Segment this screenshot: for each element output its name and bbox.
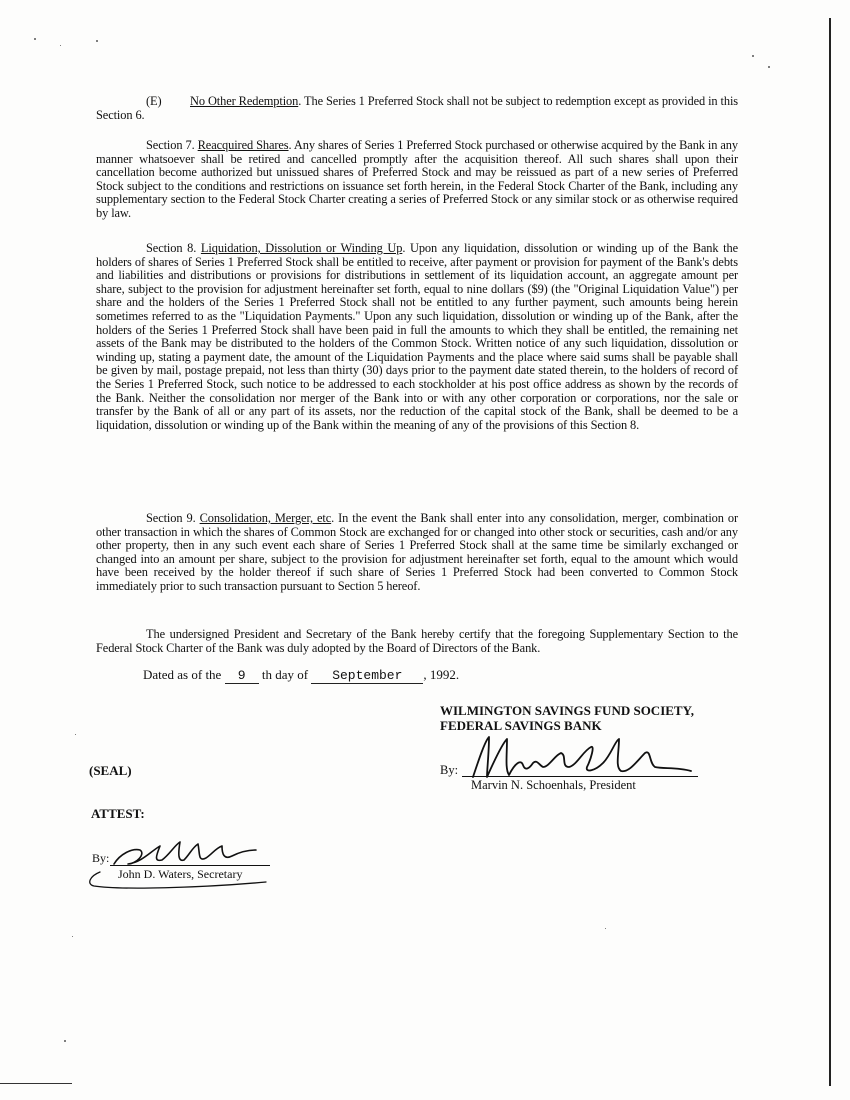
scan-speck: [34, 38, 36, 40]
scan-speck: [752, 55, 754, 57]
paragraph-title: Reacquired Shares: [197, 138, 289, 152]
president-by-label: By:: [440, 763, 459, 777]
paragraph-section-9: [96, 512, 738, 594]
paragraph-text: . The Series 1 Preferred Stock shall not be subject to redemption except as provided in this Section 6.: [96, 94, 739, 122]
scan-speck: [60, 45, 61, 46]
paragraph-section-8: [96, 242, 738, 432]
date-month-field: September: [311, 669, 423, 684]
scan-speck: [72, 936, 73, 937]
paragraph-text: . Upon any liquidation, dissolution or winding up of the Bank the holders of shares of Series 1 Preferred Stock shall be entitled to receive, after payment or provision for payment of the Bank's debts and liabilities and distributions or provisions for distributions in settlement of its liquidation account, an aggregate amount per share, subject to the provision for adjustment hereinafter set forth, equal to nine dollars ($9) (the "Original Liquidation Value") per share and the holders of the Series 1 Preferred Stock shall not be entitled to any further payment, such amounts being herein sometimes referred to as the "Liquidation Payments." Upon any such liquidation, dissolution or winding up of the Bank, after the holders of the Series 1 Preferred Stock shall have been paid in full the amounts to which they shall be entitled, the remaining net assets of the Bank may be distributed to the holders of the Common Stock. Written notice of any such liquidation, dissolution or winding up, stating a payment date, the amount of the Liquidation Payments and the place where said sums shall be payable shall be given by mail, postage prepaid, not less than thirty (30) days prior to the payment date stated therein, to the holders of record of the Series 1 Preferred Stock, such notice to be addressed to each stockholder at his post office address as shown by the records of the Bank. Neither the consolidation nor merger of the Bank into or with any other corporation or corporations, nor the sale or transfer by the Bank of all or any part of its assets, nor the reduction of the capital stock of the Bank, shall be deemed to be a liquidation, dissolution or winding up of the Bank within the meaning of any of the provisions of this Section 8.: [96, 241, 738, 432]
page-edge-right: [829, 18, 831, 1086]
organization-block: [440, 703, 694, 733]
paragraph-certification: The undersigned President and Secretary of the Bank hereby certify that the foregoing Supplementary Section to the Federal Stock Charter of the Bank was duly adopted by the Board of Directors of the Bank.: [96, 627, 738, 655]
date-line: [143, 667, 459, 684]
paragraph-heading: Section 9.: [146, 511, 196, 525]
organization-name-line1: WILMINGTON SAVINGS FUND SOCIETY,: [440, 703, 695, 718]
president-signature: [465, 733, 695, 783]
organization-name-line2: FEDERAL SAVINGS BANK: [440, 718, 602, 733]
page-edge-bottom: [0, 1083, 72, 1084]
date-year: , 1992.: [423, 667, 460, 682]
president-name-title: Marvin N. Schoenhals, President: [471, 778, 636, 792]
date-day-field: 9: [225, 669, 259, 684]
date-day-suffix: th day of: [261, 667, 309, 682]
attest-label: ATTEST:: [91, 806, 145, 821]
date-prefix: Dated as of the: [143, 667, 222, 682]
paragraph-section-7: [96, 139, 738, 221]
paragraph-heading: Section 8.: [146, 241, 197, 255]
paragraph-text: . In the event the Bank shall enter into any consolidation, merger, combination or other transaction in which the shares of Common Stock are exchanged for or changed into other stock or securities, cash and/or any other property, then in any such event each share of Series 1 Preferred Stock shall at the same time be similarly exchanged or changed into an amount per share, subject to the provision for adjustment hereinafter set forth, equal to the amount which would have been received by the holder thereof if such share of Series 1 Preferred Stock had been converted to Common Stock immediately prior to such transaction pursuant to Section 5 hereof.: [96, 511, 738, 593]
secretary-by-label: By:: [92, 851, 110, 865]
secretary-name-title: John D. Waters, Secretary: [118, 867, 243, 881]
paragraph-title: Liquidation, Dissolution or Winding Up: [200, 241, 403, 255]
scan-speck: [768, 66, 770, 68]
paragraph-heading: (E): [146, 94, 162, 108]
scan-speck: [605, 928, 606, 929]
paragraph-title: No Other Redemption: [190, 94, 299, 108]
scan-speck: [96, 40, 98, 42]
paragraph-text: . Any shares of Series 1 Preferred Stock purchased or otherwise acquired by the Bank in any manner whatsoever shall be retired and cancelled promptly after the acquisition thereof. All such shares shall upon their cancellation become authorized but unissued shares of Preferred Stock and may be reissued as part of a new series of Preferred Stock subject to the conditions and restrictions on issuance set forth herein, in the Federal Stock Charter of the Bank, including any supplementary section to the Federal Stock Charter creating a series of Preferred Stock or any similar stock or as otherwise required by law.: [96, 138, 738, 220]
scan-speck: [75, 734, 76, 735]
secretary-signature: [80, 832, 270, 892]
scan-speck: [64, 1040, 66, 1042]
seal-label: (SEAL): [89, 763, 132, 778]
paragraph-no-other-redemption: [96, 95, 738, 122]
paragraph-heading: Section 7.: [146, 138, 195, 152]
paragraph-title: Consolidation, Merger, etc: [199, 511, 332, 525]
